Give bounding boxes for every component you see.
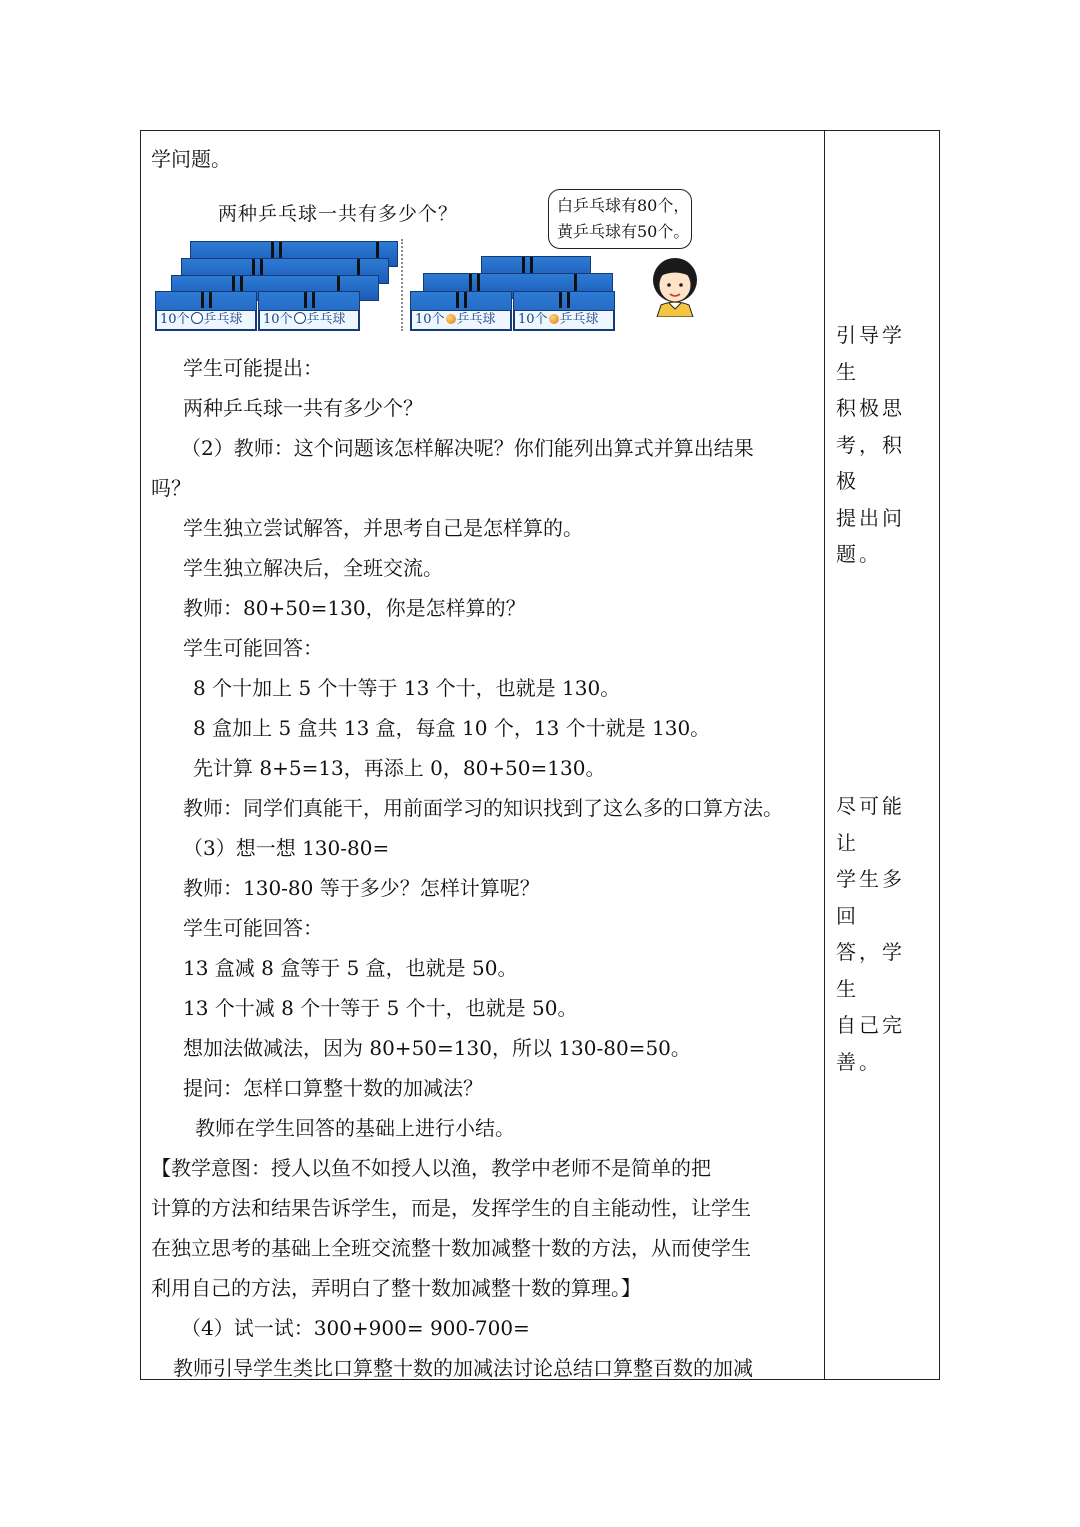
body-line: 学生可能回答： <box>183 916 323 940</box>
yellow-ball-icon <box>549 314 559 324</box>
white-ball-icon <box>294 312 306 324</box>
note-line: 积极思 <box>836 396 905 420</box>
teaching-note-2 <box>836 788 926 1080</box>
lead-text: 学问题。 <box>151 147 231 171</box>
body-line: （4）试一试：300+900= 900-700= <box>181 1316 530 1340</box>
note-line: 提出问 <box>836 505 905 530</box>
body-line: （3）想一想 130-80= <box>183 836 390 860</box>
white-box-label-2: 10个 乒乓球 <box>259 310 359 330</box>
body-line: 学生可能回答： <box>183 636 323 660</box>
body-line: 13 个十减 8 个十等于 5 个十，也就是 50。 <box>183 996 578 1020</box>
body-line: 教师：同学们真能干，用前面学习的知识找到了这么多的口算方法。 <box>183 796 783 820</box>
body-line: 想加法做减法，因为 80+50=130，所以 130-80=50。 <box>183 1036 691 1060</box>
lesson-plan-table <box>140 130 940 1380</box>
note-line: 引导学生 <box>836 323 905 384</box>
body-line: 先计算 8+5=13，再添上 0，80+50=130。 <box>193 756 606 780</box>
column-divider <box>824 131 825 1379</box>
body-line: 教师引导学生类比口算整十数的加减法讨论总结口算整百数的加减 <box>173 1356 753 1379</box>
body-line: 学生独立尝试解答，并思考自己是怎样算的。 <box>183 516 583 540</box>
ping-pong-illustration <box>153 183 708 333</box>
illustration-question: 两种乒乓球一共有多少个？ <box>218 203 459 225</box>
body-line: 8 盒加上 5 盒共 13 盒，每盒 10 个，13 个十就是 130。 <box>193 716 711 740</box>
dotted-divider <box>401 239 403 331</box>
body-line: 计算的方法和结果告诉学生，而是，发挥学生的自主能动性，让学生 <box>151 1196 751 1220</box>
girl-character-icon <box>645 245 705 317</box>
note-line: 学生多回 <box>836 867 905 928</box>
intent-column <box>826 131 939 1379</box>
body-line: 教师在学生回答的基础上进行小结。 <box>195 1116 515 1140</box>
white-box-label-1: 10个 乒乓球 <box>156 310 256 330</box>
yellow-box-label-2: 10个 乒乓球 <box>514 310 614 330</box>
body-line: （2）教师：这个问题该怎样解决呢？你们能列出算式并算出结果 <box>181 436 754 460</box>
teaching-note-1 <box>836 317 926 573</box>
body-line: 学生独立解决后，全班交流。 <box>183 556 443 580</box>
speech-bubble <box>548 189 692 249</box>
body-line: 两种乒乓球一共有多少个？ <box>183 396 423 420</box>
body-line: 吗？ <box>151 476 191 500</box>
body-line: 13 盒减 8 盒等于 5 盒，也就是 50。 <box>183 956 518 980</box>
body-line: 【教学意图：授人以鱼不如授人以渔，教学中老师不是简单的把 <box>151 1156 711 1180</box>
speech-line-1: 白乒乓球有80个， <box>557 196 690 215</box>
body-line: 教师：80+50=130，你是怎样算的？ <box>183 596 526 620</box>
white-ball-icon <box>191 312 203 324</box>
body-line: 教师：130-80 等于多少？怎样计算呢？ <box>183 876 540 900</box>
body-line: 提问：怎样口算整十数的加减法？ <box>183 1076 483 1100</box>
note-line: 答，学生 <box>836 940 905 1001</box>
body-line: 学生可能提出： <box>183 356 323 380</box>
yellow-ball-icon <box>446 314 456 324</box>
body-line: 在独立思考的基础上全班交流整十数加减整十数的方法，从而使学生 <box>151 1236 751 1260</box>
note-line: 考，积极 <box>836 432 905 493</box>
note-line: 自己完 <box>836 1013 905 1037</box>
yellow-box-label-1: 10个 乒乓球 <box>411 310 511 330</box>
process-column <box>141 131 824 1379</box>
note-line: 尽可能让 <box>836 794 905 855</box>
note-line: 题。 <box>836 542 882 566</box>
body-line: 利用自己的方法，弄明白了整十数加减整十数的算理。】 <box>151 1276 641 1300</box>
speech-line-2: 黄乒乓球有50个。 <box>557 222 690 241</box>
body-line: 8 个十加上 5 个十等于 13 个十，也就是 130。 <box>193 676 621 700</box>
note-line: 善。 <box>836 1049 882 1074</box>
